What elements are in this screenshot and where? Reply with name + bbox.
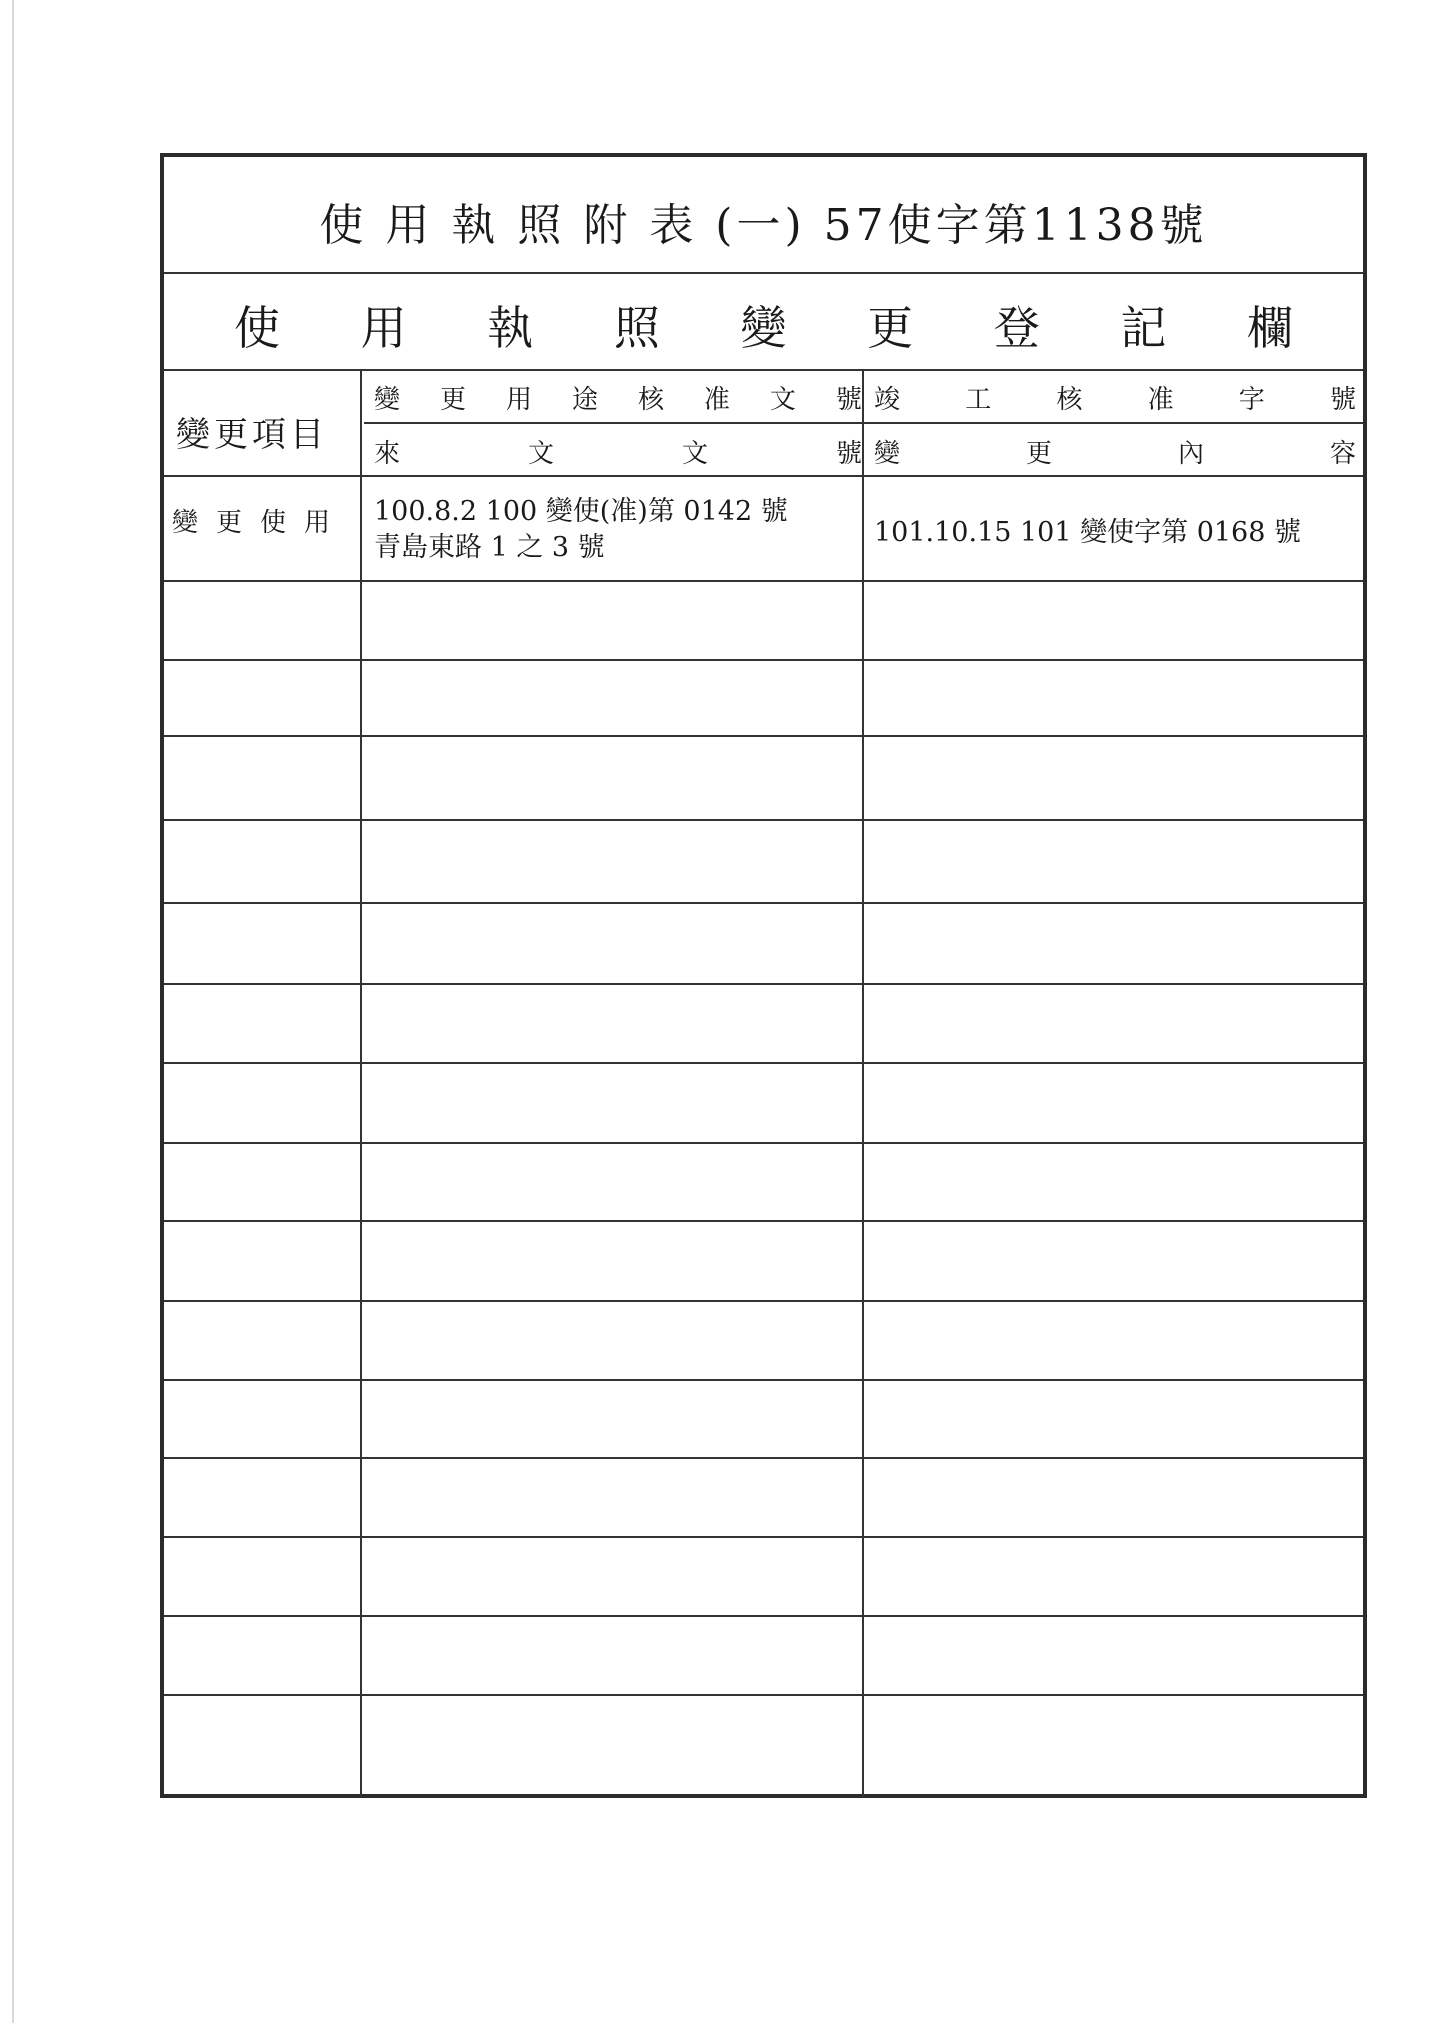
header-char: 工 <box>965 385 992 415</box>
row-item: 變更使用 <box>172 508 349 538</box>
divider <box>164 369 1363 371</box>
header-char: 內 <box>1177 439 1204 469</box>
row-approval-date-number: 100.8.2 100 變使(准)第 0142 號 <box>374 496 788 527</box>
section-title <box>234 292 1293 358</box>
header-char: 核 <box>1056 385 1083 415</box>
table-row-line <box>164 1379 1363 1381</box>
section-title-char: 照 <box>613 301 660 355</box>
header-char: 變 <box>374 385 401 415</box>
column-divider <box>862 369 864 1798</box>
section-title-char: 更 <box>867 301 914 355</box>
header-char: 號 <box>835 439 862 469</box>
header-char: 核 <box>637 385 664 415</box>
register-table <box>160 153 1367 1798</box>
table-row-line <box>164 1615 1363 1617</box>
header-char: 號 <box>1329 385 1356 415</box>
section-title-char: 記 <box>1120 301 1167 355</box>
table-row-line <box>164 819 1363 821</box>
table-row-line <box>164 902 1363 904</box>
header-char: 文 <box>527 439 554 469</box>
header-char: 用 <box>505 385 532 415</box>
header-change-content <box>874 433 1356 470</box>
document-title: 使 用 執 照 附 表 (一) 57使字第1138號 <box>319 200 1208 251</box>
table-row-line <box>164 659 1363 661</box>
header-char: 准 <box>1147 385 1174 415</box>
section-title-char: 變 <box>740 301 787 355</box>
section-title-char: 欄 <box>1247 301 1293 355</box>
table-row-line <box>164 1220 1363 1222</box>
header-document-number <box>374 433 862 470</box>
section-title-char: 執 <box>487 301 534 355</box>
header-approval-number <box>374 379 862 416</box>
header-char: 來 <box>374 439 401 469</box>
section-title-char: 用 <box>360 301 407 355</box>
table-row-line <box>164 735 1363 737</box>
column-divider <box>360 369 362 1798</box>
table-row-line <box>164 1300 1363 1302</box>
table-row-line <box>164 1536 1363 1538</box>
header-char: 號 <box>835 385 862 415</box>
row-address: 青島東路 1 之 3 號 <box>374 532 605 563</box>
divider <box>164 272 1363 274</box>
page-edge <box>12 0 14 2023</box>
table-row-line <box>164 580 1363 582</box>
header-char: 變 <box>874 439 901 469</box>
header-change-item: 變更項目 <box>176 415 328 455</box>
header-char: 准 <box>703 385 730 415</box>
header-char: 文 <box>681 439 708 469</box>
section-title-char: 使 <box>234 301 280 355</box>
row-completion-number: 101.10.15 101 變使字第 0168 號 <box>874 517 1301 548</box>
section-title-char: 登 <box>993 301 1040 355</box>
table-row-line <box>164 1142 1363 1144</box>
header-char: 途 <box>571 385 598 415</box>
header-char: 更 <box>1025 439 1052 469</box>
table-row-line <box>164 1457 1363 1459</box>
table-row-line <box>164 1062 1363 1064</box>
header-char: 竣 <box>874 385 901 415</box>
table-row-line <box>164 1694 1363 1696</box>
table-row-line <box>164 983 1363 985</box>
header-char: 容 <box>1329 439 1356 469</box>
header-char: 文 <box>769 385 796 415</box>
header-completion-number <box>874 379 1356 416</box>
header-char: 字 <box>1238 385 1265 415</box>
header-char: 更 <box>439 385 466 415</box>
divider <box>164 475 1363 477</box>
